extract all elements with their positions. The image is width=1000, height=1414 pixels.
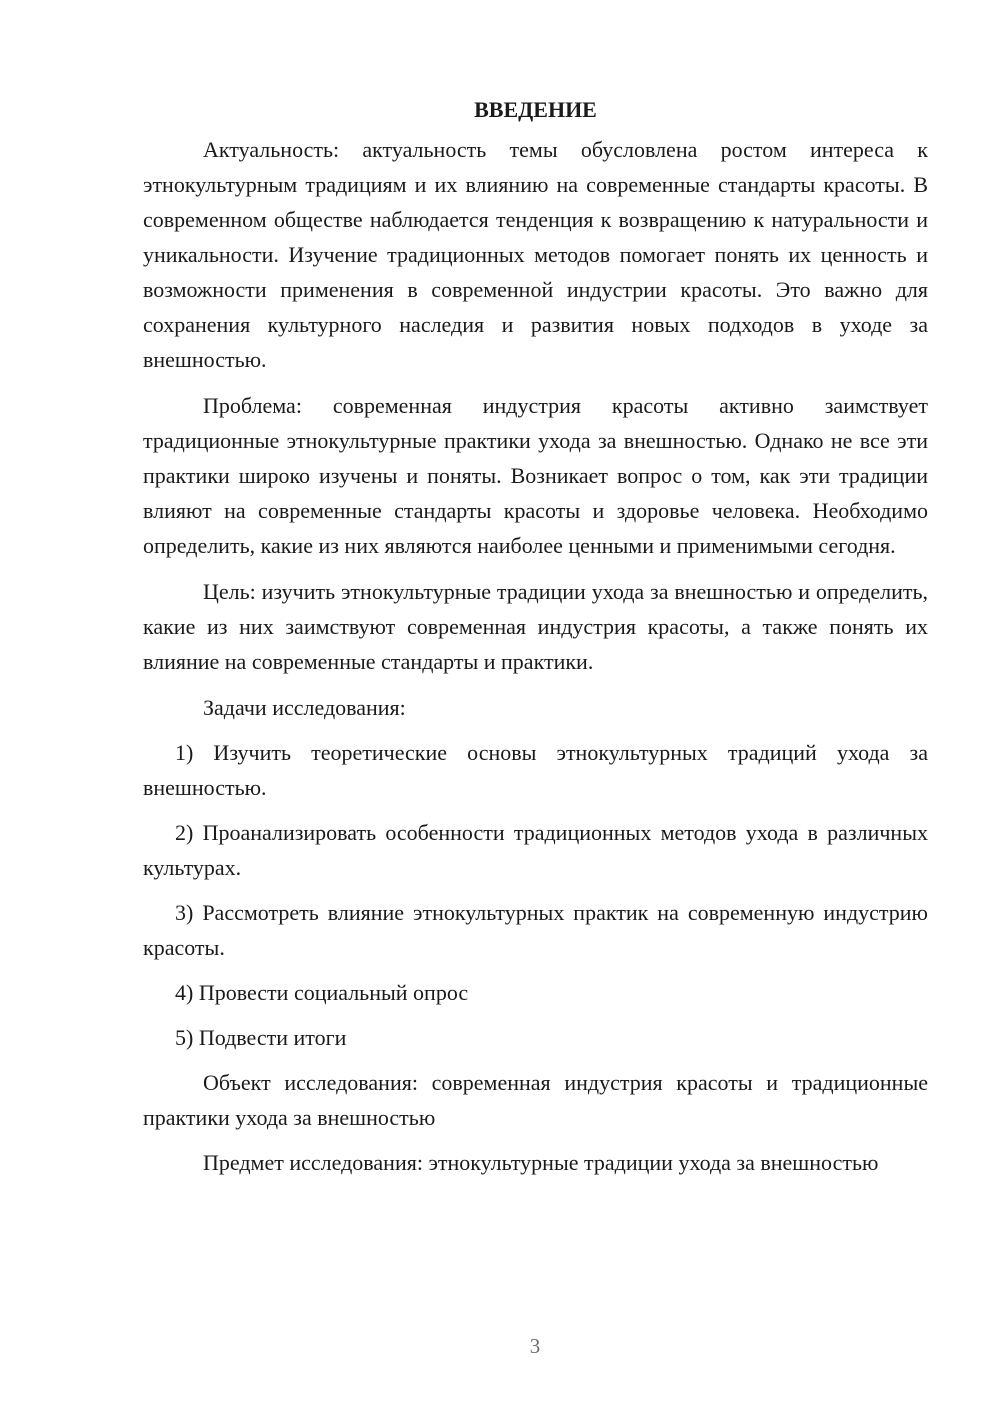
goal-paragraph: Цель: изучить этнокультурные традиции ухода за внешностью и определить, какие из них заимствуют современная индустрия красоты, а также понять их влияние на современные стандарты и практики.: [143, 579, 928, 674]
section-title: ВВЕДЕНИЕ: [474, 97, 597, 122]
research-object-paragraph: Объект исследования: современная индустрия красоты и традиционные практики ухода за внешностью: [143, 1070, 928, 1130]
task-item-1: 1) Изучить теоретические основы этнокультурных традиций ухода за внешностью.: [143, 740, 928, 800]
task-item-5: 5) Подвести итоги: [175, 1025, 347, 1050]
tasks-heading: Задачи исследования:: [203, 695, 406, 720]
relevance-paragraph: Актуальность: актуальность темы обусловлена ростом интереса к этнокультурным традициям и их влиянию на современные стандарты красоты. В современном обществе наблюдается тенденция к возвращению к натуральности и уникальности. Изучение традиционных методов помогает понять их ценность и возможности применения в современной индустрии красоты. Это важно для сохранения культурного наследия и развития новых подходов в уходе за внешностью.: [143, 137, 928, 372]
research-subject-paragraph: Предмет исследования: этнокультурные традиции ухода за внешностью: [203, 1150, 879, 1175]
problem-paragraph: Проблема: современная индустрия красоты активно заимствует традиционные этнокультурные практики ухода за внешностью. Однако не все эти практики широко изучены и поняты. Возникает вопрос о том, как эти традиции влияют на современные стандарты красоты и здоровье человека. Необходимо определить, какие из них являются наиболее ценными и применимыми сегодня.: [143, 393, 928, 558]
task-item-2: 2) Проанализировать особенности традиционных методов ухода в различных культурах.: [143, 820, 928, 880]
task-item-4: 4) Провести социальный опрос: [175, 980, 469, 1005]
page-number: 3: [529, 1334, 541, 1358]
task-item-3: 3) Рассмотреть влияние этнокультурных практик на современную индустрию красоты.: [143, 900, 928, 960]
text-column: [143, 92, 928, 1180]
